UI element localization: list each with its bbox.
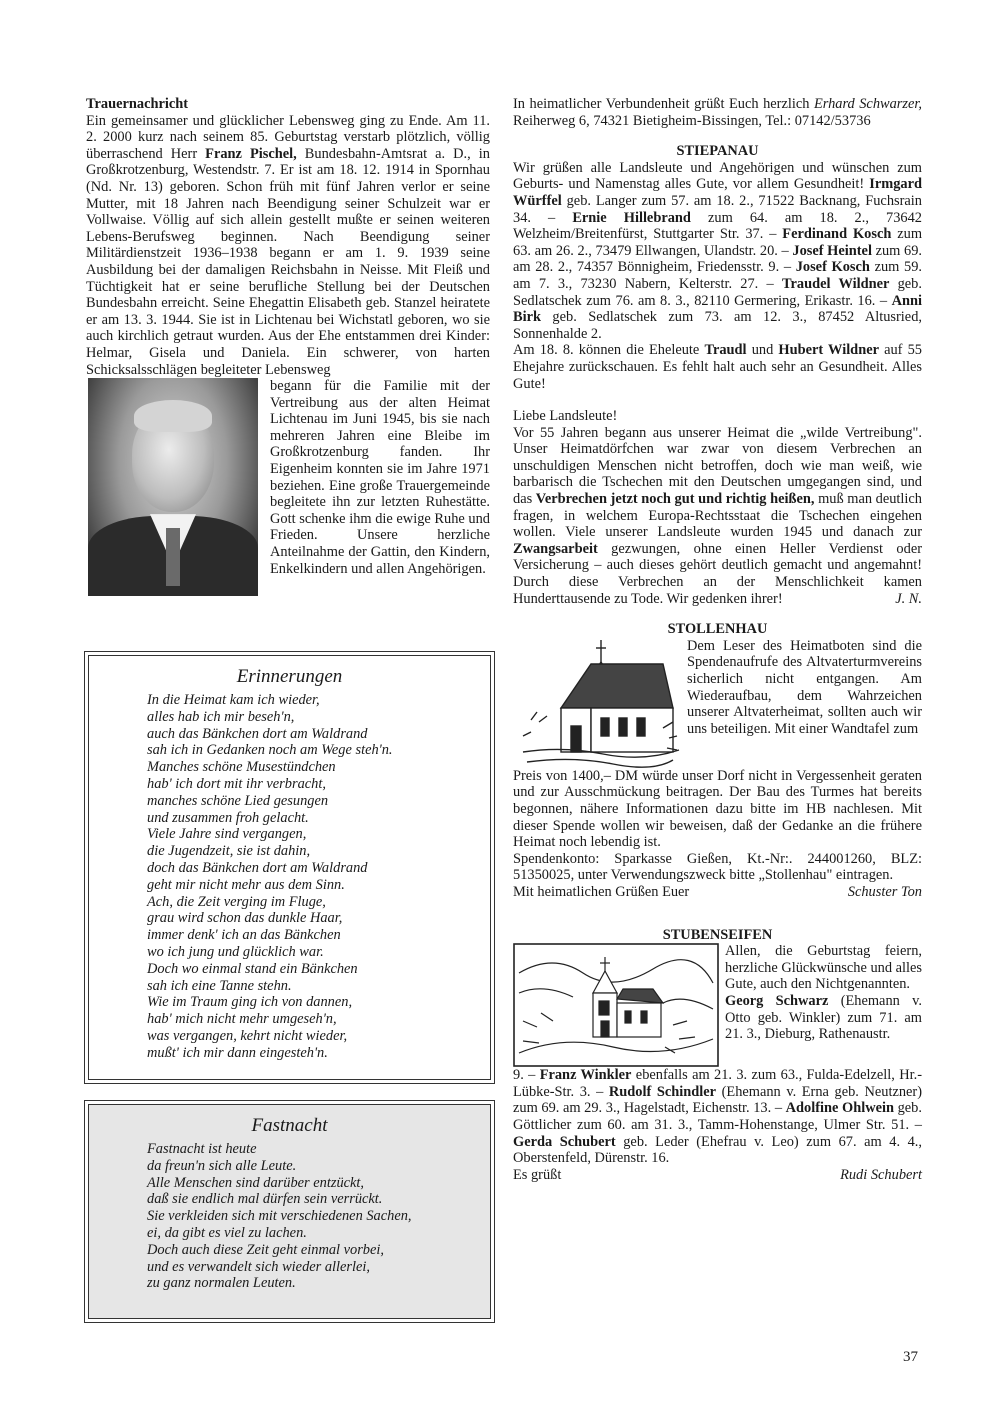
poem-line: auch das Bänkchen dort am Waldrand <box>147 725 368 742</box>
poem-line: und es verwandelt sich wieder allerlei, <box>147 1258 371 1275</box>
poem-erinnerungen-title: Erinnerungen <box>236 666 343 687</box>
poem-erinnerungen-box <box>88 655 491 1080</box>
poem-line: alles hab ich mir beseh'n, <box>147 708 295 725</box>
stiepanau-birthdays: Wir grüßen alle Landsleute und Angehörigen und wünschen zum Geburts- und Namenstag alles Gute, vor allem Gesundheit! Irmgard Würffel geb. Langer zum 57. am 18. 2., 71522 Backnang, Fuchsrain 34. – Ernie Hillebrand zum 64. am 18. 2., 73642 Welzheim/Breitenfürst, Stuttgarter Str. 37. – Ferdinand Kosch zum 63. am 26. 2., 73479 Ellwangen, Ulandstr. 20. – Josef Heintel zum 69. am 28. 2., 74357 Bönnigheim, Friedensstr. 9. – Josef Kosch zum 59. am 7. 3., 73230 Nabern, Kelterstr. 27. – Traudel Wildner geb. Sedlatschek zum 76. am 8. 3., 82110 Germering, Erikastr. 16. – Anni Birk geb. Sedlatschek zum 73. am 12. 3., 87452 Altusried, Sonnenhalde 2. <box>513 159 923 342</box>
poem-line: grau wird schon das dunkle Haar, <box>147 910 343 927</box>
intro-name: Erhard Schwarzer, <box>813 96 922 112</box>
stubenseifen-birthdays: 9. – Franz Winkler ebenfalls am 21. 3. zum 63., Fulda-Edelzell, Hr.-Lübke-Str. 3. – Rudolf Schindler (Ehemann v. Erna geb. Neutzner) zum 69. am 29. 3., Hagelstadt, Eichenstr. 13. – Adolfine Ohlwein geb. Göttlicher zum 60. am 31. 3., Tamm-Hohenstange, Ulmer Str. 51. – Gerda Schubert geb. Leder (Ehefrau v. Leo) zum 67. am 4. 4., Oberstenfeld, Dürenstr. 16. <box>513 1067 922 1167</box>
stiepanau-greeting: Liebe Landsleute! <box>513 408 618 425</box>
poem-line: Viele Jahre sind vergangen, <box>147 826 307 843</box>
stollenhau-text: Preis von 1400,– DM würde unser Dorf nicht in Vergessenheit geraten und zur Ausschmückung beitragen. Der Bau des Turmes hat bereits begonnen, nähere Informationen dazu bitte im HB nachlesen. Mit dieser Spende wollen wir beweisen, daß der Gedanke an die frühere Heimat noch lebendig ist. <box>513 767 922 851</box>
stollenhau-block <box>513 638 922 768</box>
poem-line: und zusammen froh gelacht. <box>147 809 309 826</box>
poem-line: Ach, die Zeit verging im Fluge, <box>147 893 326 910</box>
poem-line: Manches schöne Musestündchen <box>147 759 336 776</box>
stiepanau-anniversary: Am 18. 8. können die Eheleute Traudl und Hubert Wildner auf 55 Ehejahre zurückschauen. Es fehlt halt auch sehr an Gesundheit. Alles Gute! <box>513 342 922 392</box>
stubenseifen-heading: STUBENSEIFEN <box>662 926 773 943</box>
poem-line: manches schöne Lied gesungen <box>147 792 329 809</box>
poem-erinnerungen-lines <box>89 692 490 1062</box>
poem-line: Fastnacht ist heute <box>147 1141 257 1157</box>
deceased-name: Franz Pischel, <box>205 145 297 162</box>
stubenseifen-closing: Es grüßt Rudi Schubert <box>513 1166 922 1183</box>
poem-line: hab' mich nicht mehr umgeseh'n, <box>147 1011 337 1028</box>
poem-line: sah ich eine Tanne stehn. <box>147 977 292 994</box>
poem-line: geht mir nicht mehr aus dem Sinn. <box>147 876 345 893</box>
poem-line: Doch auch diese Zeit geht einmal vorbei, <box>147 1241 384 1258</box>
right-column <box>513 96 922 1183</box>
poem-line: Alle Menschen sind darüber entzückt, <box>147 1174 365 1191</box>
poem-line: was vergangen, kehrt nicht wieder, <box>147 1027 348 1044</box>
poem-line: sah ich in Gedanken noch am Wege steh'n. <box>147 742 393 759</box>
stollenhau-closing: Mit heimatlichen Grüßen Euer Schuster Ton <box>513 883 922 900</box>
poem-fastnacht-box <box>88 1104 491 1319</box>
stiepanau-heading: STIEPANAU <box>676 143 759 160</box>
obituary-heading: Trauernachricht <box>86 96 189 112</box>
poem-line: hab' ich dort mit ihr verbracht, <box>147 775 326 792</box>
poem-line: zu ganz normalen Leuten. <box>147 1275 296 1292</box>
left-column <box>86 96 490 596</box>
stollenhau-heading: STOLLENHAU <box>667 621 768 638</box>
stubenseifen-block <box>513 943 922 1067</box>
portrait-photo <box>88 378 258 596</box>
poem-line: Doch wo einmal stand ein Bänkchen <box>147 960 358 977</box>
poem-line: immer denk' ich an das Bänkchen <box>147 927 341 944</box>
stubenseifen-signature: Rudi Schubert <box>840 1166 922 1183</box>
stubenseifen-intro: Allen, die Geburtstag feiern, herzliche Glückwünsche und alles Gute, auch den Nichtgenannten. Georg Schwarz (Ehemann v. Otto geb. Winkler) zum 71. am 21. 3., Dieburg, Rathenaustr. <box>725 943 922 1043</box>
poem-line: Wie im Traum ging ich von dannen, <box>147 994 353 1011</box>
stollenhau-konto: Spendenkonto: Sparkasse Gießen, Kt.-Nr:. 244001260, BLZ: 51350025, unter Verwendungszweck bitte „Stollenhau" eintragen. <box>513 850 922 884</box>
poem-line: In die Heimat kam ich wieder, <box>147 692 320 708</box>
obituary-text: Ein gemeinsamer und glücklicher Lebensweg ging zu Ende. Am 11. 2. 2000 kurz nach seinem 85. Geburtstag verstarb plötzlich, völlig überraschend Herr Franz Pischel, Bundesbahn-Amtsrat a. D., in Großkrotzenburg, Westendstr. 7. Er ist am 18. 12. 1914 in Spornhau (Nd. Nr. 13) geboren. Schon früh mit fünf Jahren verlor er seine Mutter, mit 18 Jahren nach Beendigung seiner Schulzeit war er Vollwaise. Völlig auf sich allein gestellt mußte er seinen weiteren Lebens-Berufsweg beginnen. Nach Beendigung seiner Militärdienstzeit 1936–1938 begann er am 1. 9. 1939 seine Ausbildung bei der damaligen Reichsbahn in Neisse. Mit Fleiß und Tüchtigkeit hat er seine berufliche Stellung bei der Deutschen Bundesbahn erreicht. Seine Ehegattin Elisabeth geb. Stanzel heiratete er am 13. 3. 1944. Sie ist in Lichtenau bei Wichstatl geboren, wo sie auch kirchlich getraut wurden. Aus der Ehe entstammen drei Kinder: Helmar, Gisela und Daniela. Ein schwerer, von harten Schicksalsschlägen begleiteter Lebensweg <box>86 112 490 378</box>
poem-line: doch das Bänkchen dort am Waldrand <box>147 859 368 876</box>
poem-line: da freun'n sich alle Leute. <box>147 1157 297 1174</box>
stiepanau-signature: J. N. <box>895 590 922 607</box>
obituary-text-continued: begann für die Familie mit der Vertreibung aus der alten Heimat Lichtenau im Juni 1945, bis sie nach mehreren Jahren eine Bleibe im Großkrotzenburg fanden. Ihr Eigenheim konnten sie im Jahre 1971 beziehen. Eine große Trauergemeinde begleitete ihn zur letzten Ruhestätte. Gott schenke ihm die ewige Ruhe und Frieden. Unsere herzliche Anteilnahme der Gattin, den Kindern, Enkelkindern und allen Angehörigen. <box>270 378 490 577</box>
poem-line: ei, da gibt es viel zu lachen. <box>147 1224 307 1241</box>
poem-line: Sie verkleiden sich mit verschiedenen Sachen, <box>147 1208 412 1225</box>
stollenhau-intro: Dem Leser des Heimatboten sind die Spendenaufrufe des Altvaterturmvereins sicherlich nicht entgangen. Am Wiederaufbau, dem Wahrzeichen unserer Altvaterheimat, sollten auch wir uns beteiligen. Mit einer Wandtafel zum <box>687 637 922 737</box>
stiepanau-letter: Vor 55 Jahren begann aus unserer Heimat die „wilde Vertreibung". Unser Heimatdörfchen war zwar von diesem Verbrechen an unschuldigen Menschen nicht betroffen, doch wie man weiß, wie barbarisch die Tschechen mit den Deutschen umgegangen sind, und das Verbrechen jetzt noch gut und richtig heißen, muß man deutlich fragen, in welchem Europa-Rechtsstaat die Tschechen eingehen wollen. Viele unserer Landsleute wurden 1945 und danach zur Zwangsarbeit gezwungen, ohne einen Heller Verdienst oder Versicherung – auch dieses gehört deutlich gemacht und angemahnt! Durch diese Verbrechen an der Menschlichkeit kamen Hunderttausende zu Tode. Wir gedenken ihrer! J. N. <box>513 424 923 607</box>
poem-line: die Jugendzeit, sie ist dahin, <box>147 843 311 860</box>
chapel-sketch-image <box>513 638 681 768</box>
obituary-photo-block <box>86 378 490 596</box>
poem-fastnacht-title: Fastnacht <box>251 1115 328 1136</box>
intro-text: In heimatlicher Verbundenheit grüßt Euch herzlich Erhard Schwarzer, Reiherweg 6, 74321 Bietigheim-Bissingen, Tel.: 07142/53736 <box>513 96 922 129</box>
stollenhau-signature: Schuster Ton <box>847 883 922 900</box>
poem-fastnacht-lines <box>89 1141 490 1292</box>
church-sketch-image <box>513 943 719 1067</box>
poem-line: daß sie endlich mal dürfen sein verrückt. <box>147 1191 383 1208</box>
page-number: 37 <box>903 1349 918 1365</box>
poem-line: wo ich jung und glücklich war. <box>147 943 324 960</box>
poem-line: mußt' ich mir dann eingesteh'n. <box>147 1044 328 1061</box>
